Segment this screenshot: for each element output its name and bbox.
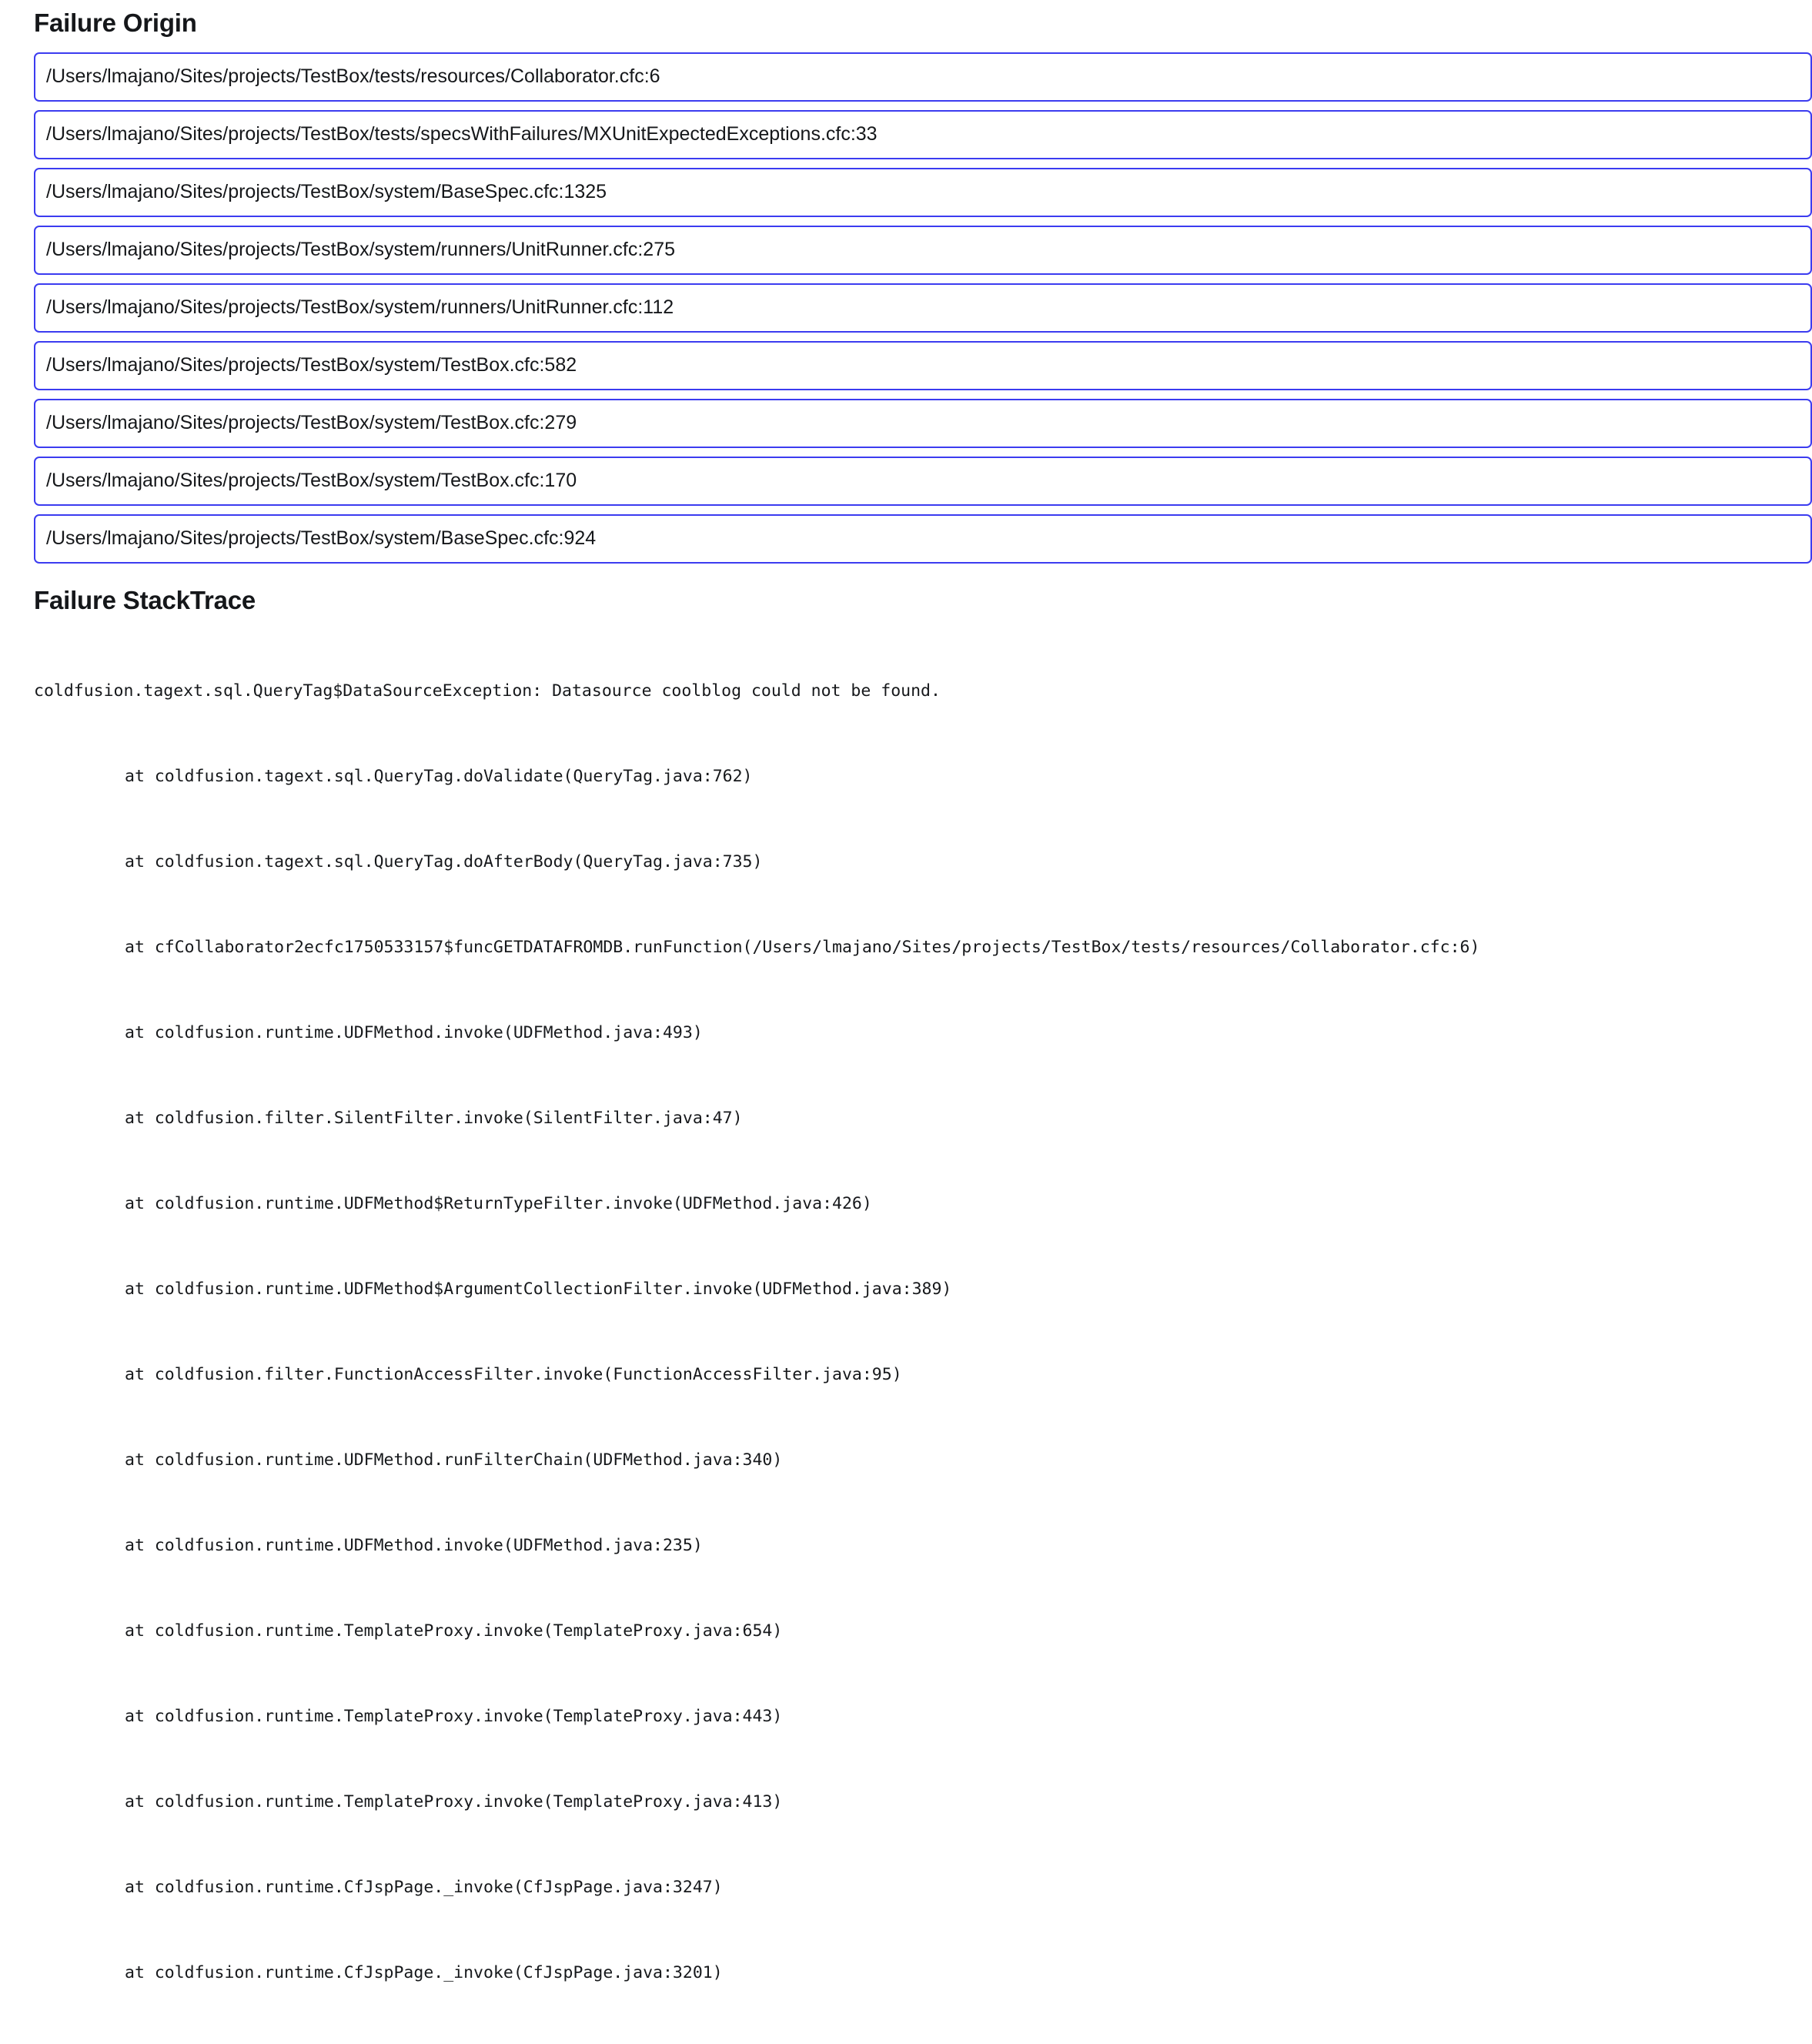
stacktrace-exception-line: coldfusion.tagext.sql.QueryTag$DataSourceException: Datasource coolblog could not be found. — [34, 681, 941, 701]
failure-origin-heading: Failure Origin — [34, 8, 197, 37]
stacktrace-line: at coldfusion.runtime.TemplateProxy.invoke(TemplateProxy.java:443) — [125, 1707, 783, 1727]
stacktrace-line: at coldfusion.tagext.sql.QueryTag.doValidate(QueryTag.java:762) — [125, 767, 753, 787]
failure-stacktrace-heading: Failure StackTrace — [34, 585, 256, 614]
stacktrace-line: at coldfusion.filter.SilentFilter.invoke(SilentFilter.java:47) — [125, 1109, 743, 1129]
stacktrace-line: at coldfusion.runtime.CfJspPage._invoke(CfJspPage.java:3201) — [125, 1963, 723, 1983]
stacktrace-line: at coldfusion.runtime.CfJspPage._invoke(CfJspPage.java:3247) — [125, 1878, 723, 1898]
list-item[interactable]: /Users/lmajano/Sites/projects/TestBox/system/runners/UnitRunner.cfc:112 — [34, 283, 1812, 333]
list-item[interactable]: /Users/lmajano/Sites/projects/TestBox/system/TestBox.cfc:582 — [34, 341, 1812, 390]
stacktrace-line: at coldfusion.runtime.UDFMethod.invoke(UDFMethod.java:493) — [125, 1023, 703, 1043]
stacktrace-line: at coldfusion.runtime.TemplateProxy.invoke(TemplateProxy.java:413) — [125, 1792, 783, 1812]
list-item[interactable]: /Users/lmajano/Sites/projects/TestBox/tests/resources/Collaborator.cfc:6 — [34, 52, 1812, 102]
stacktrace-line: at coldfusion.runtime.UDFMethod.invoke(UDFMethod.java:235) — [125, 1536, 703, 1556]
failure-origin-list — [0, 52, 1774, 564]
list-item[interactable]: /Users/lmajano/Sites/projects/TestBox/system/TestBox.cfc:170 — [34, 457, 1812, 506]
list-item[interactable]: /Users/lmajano/Sites/projects/TestBox/system/runners/UnitRunner.cfc:275 — [34, 226, 1812, 275]
stacktrace-line: at coldfusion.runtime.TemplateProxy.invoke(TemplateProxy.java:654) — [125, 1621, 783, 1641]
failure-stacktrace-body — [0, 620, 1774, 2044]
stacktrace-line: at coldfusion.runtime.UDFMethod.runFilterChain(UDFMethod.java:340) — [125, 1450, 783, 1470]
stacktrace-line: at coldfusion.runtime.UDFMethod$ReturnTypeFilter.invoke(UDFMethod.java:426) — [125, 1194, 872, 1214]
stacktrace-line: at cfCollaborator2ecfc1750533157$funcGETDATAFROMDB.runFunction(/Users/lmajano/Sites/projects/TestBox/tests/resources/Collaborator.cfc:6) — [125, 938, 1480, 958]
stacktrace-line: at coldfusion.tagext.sql.QueryTag.doAfterBody(QueryTag.java:735) — [125, 852, 763, 872]
stacktrace-line: at coldfusion.filter.FunctionAccessFilter.invoke(FunctionAccessFilter.java:95) — [125, 1365, 902, 1385]
list-item[interactable]: /Users/lmajano/Sites/projects/TestBox/system/BaseSpec.cfc:924 — [34, 514, 1812, 564]
stacktrace-line: at coldfusion.runtime.UDFMethod$ArgumentCollectionFilter.invoke(UDFMethod.java:389) — [125, 1280, 952, 1300]
list-item[interactable]: /Users/lmajano/Sites/projects/TestBox/system/BaseSpec.cfc:1325 — [34, 168, 1812, 217]
list-item[interactable]: /Users/lmajano/Sites/projects/TestBox/tests/specsWithFailures/MXUnitExpectedExceptions.cfc:33 — [34, 110, 1812, 159]
list-item[interactable]: /Users/lmajano/Sites/projects/TestBox/system/TestBox.cfc:279 — [34, 399, 1812, 448]
